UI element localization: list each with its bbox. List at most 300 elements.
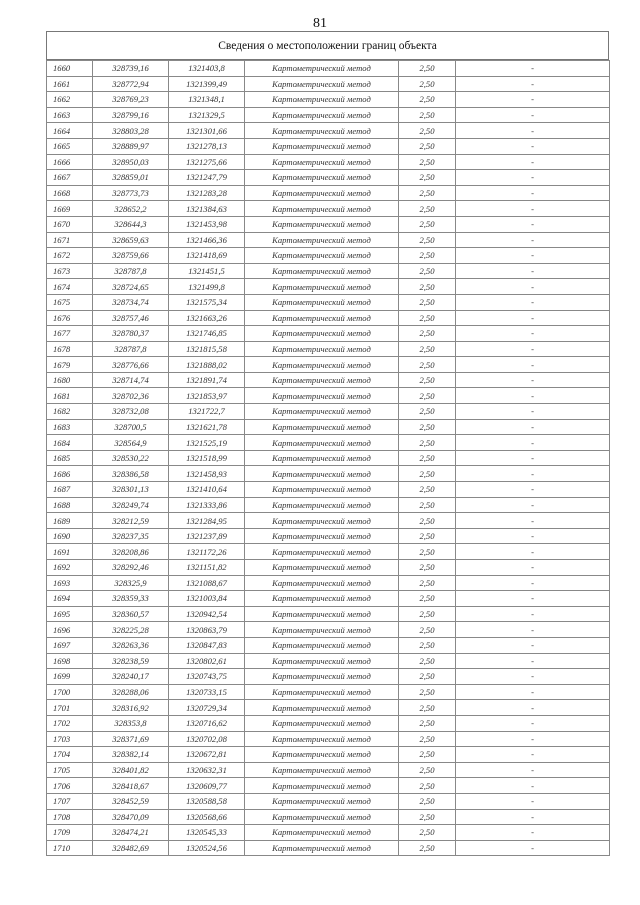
coordinates-table-body: [47, 61, 610, 856]
point-number-cell: 1679: [47, 357, 93, 373]
method-cell: Картометрический метод: [245, 700, 399, 716]
x-coordinate-cell: 328803,28: [93, 123, 169, 139]
table-row: [47, 92, 610, 108]
point-number-cell: 1683: [47, 419, 93, 435]
point-number-cell: 1665: [47, 138, 93, 154]
table-row: [47, 263, 610, 279]
table-row: [47, 76, 610, 92]
table-row: [47, 310, 610, 326]
accuracy-cell: 2,50: [399, 684, 456, 700]
accuracy-cell: 2,50: [399, 263, 456, 279]
y-coordinate-cell: 1321284,95: [169, 513, 245, 529]
x-coordinate-cell: 328889,97: [93, 138, 169, 154]
method-cell: Картометрический метод: [245, 216, 399, 232]
note-cell: -: [456, 450, 610, 466]
method-cell: Картометрический метод: [245, 684, 399, 700]
note-cell: -: [456, 372, 610, 388]
x-coordinate-cell: 328564,9: [93, 435, 169, 451]
method-cell: Картометрический метод: [245, 544, 399, 560]
method-cell: Картометрический метод: [245, 560, 399, 576]
table-row: [47, 560, 610, 576]
note-cell: -: [456, 326, 610, 342]
x-coordinate-cell: 328240,17: [93, 669, 169, 685]
x-coordinate-cell: 328739,16: [93, 61, 169, 77]
y-coordinate-cell: 1321888,02: [169, 357, 245, 373]
accuracy-cell: 2,50: [399, 560, 456, 576]
y-coordinate-cell: 1320863,79: [169, 622, 245, 638]
point-number-cell: 1676: [47, 310, 93, 326]
method-cell: Картометрический метод: [245, 466, 399, 482]
method-cell: Картометрический метод: [245, 591, 399, 607]
x-coordinate-cell: 328212,59: [93, 513, 169, 529]
accuracy-cell: 2,50: [399, 825, 456, 841]
y-coordinate-cell: 1320609,77: [169, 778, 245, 794]
point-number-cell: 1688: [47, 497, 93, 513]
note-cell: -: [456, 216, 610, 232]
method-cell: Картометрический метод: [245, 294, 399, 310]
table-row: [47, 248, 610, 264]
method-cell: Картометрический метод: [245, 825, 399, 841]
accuracy-cell: 2,50: [399, 357, 456, 373]
point-number-cell: 1702: [47, 715, 93, 731]
point-number-cell: 1700: [47, 684, 93, 700]
method-cell: Картометрический метод: [245, 232, 399, 248]
accuracy-cell: 2,50: [399, 170, 456, 186]
accuracy-cell: 2,50: [399, 637, 456, 653]
point-number-cell: 1684: [47, 435, 93, 451]
method-cell: Картометрический метод: [245, 201, 399, 217]
y-coordinate-cell: 1321333,86: [169, 497, 245, 513]
accuracy-cell: 2,50: [399, 778, 456, 794]
accuracy-cell: 2,50: [399, 482, 456, 498]
y-coordinate-cell: 1321151,82: [169, 560, 245, 576]
boundary-coordinates-sheet: [46, 31, 609, 856]
table-row: [47, 715, 610, 731]
method-cell: Картометрический метод: [245, 279, 399, 295]
x-coordinate-cell: 328482,69: [93, 840, 169, 856]
table-row: [47, 404, 610, 420]
y-coordinate-cell: 1321399,49: [169, 76, 245, 92]
note-cell: -: [456, 435, 610, 451]
x-coordinate-cell: 328714,74: [93, 372, 169, 388]
method-cell: Картометрический метод: [245, 513, 399, 529]
accuracy-cell: 2,50: [399, 622, 456, 638]
accuracy-cell: 2,50: [399, 513, 456, 529]
y-coordinate-cell: 1321003,84: [169, 591, 245, 607]
point-number-cell: 1695: [47, 606, 93, 622]
table-row: [47, 107, 610, 123]
point-number-cell: 1669: [47, 201, 93, 217]
table-row: [47, 684, 610, 700]
point-number-cell: 1701: [47, 700, 93, 716]
y-coordinate-cell: 1321575,34: [169, 294, 245, 310]
accuracy-cell: 2,50: [399, 232, 456, 248]
y-coordinate-cell: 1321518,99: [169, 450, 245, 466]
method-cell: Картометрический метод: [245, 669, 399, 685]
y-coordinate-cell: 1320632,31: [169, 762, 245, 778]
method-cell: Картометрический метод: [245, 435, 399, 451]
y-coordinate-cell: 1321746,85: [169, 326, 245, 342]
note-cell: -: [456, 762, 610, 778]
table-row: [47, 762, 610, 778]
x-coordinate-cell: 328237,35: [93, 528, 169, 544]
method-cell: Картометрический метод: [245, 840, 399, 856]
accuracy-cell: 2,50: [399, 154, 456, 170]
point-number-cell: 1710: [47, 840, 93, 856]
point-number-cell: 1664: [47, 123, 93, 139]
method-cell: Картометрический метод: [245, 575, 399, 591]
y-coordinate-cell: 1321458,93: [169, 466, 245, 482]
method-cell: Картометрический метод: [245, 606, 399, 622]
table-row: [47, 809, 610, 825]
x-coordinate-cell: 328644,3: [93, 216, 169, 232]
y-coordinate-cell: 1320802,61: [169, 653, 245, 669]
accuracy-cell: 2,50: [399, 419, 456, 435]
point-number-cell: 1694: [47, 591, 93, 607]
point-number-cell: 1685: [47, 450, 93, 466]
accuracy-cell: 2,50: [399, 201, 456, 217]
method-cell: Картометрический метод: [245, 107, 399, 123]
method-cell: Картометрический метод: [245, 653, 399, 669]
point-number-cell: 1674: [47, 279, 93, 295]
accuracy-cell: 2,50: [399, 575, 456, 591]
point-number-cell: 1663: [47, 107, 93, 123]
accuracy-cell: 2,50: [399, 793, 456, 809]
accuracy-cell: 2,50: [399, 138, 456, 154]
note-cell: -: [456, 404, 610, 420]
x-coordinate-cell: 328530,22: [93, 450, 169, 466]
method-cell: Картометрический метод: [245, 762, 399, 778]
method-cell: Картометрический метод: [245, 450, 399, 466]
note-cell: -: [456, 388, 610, 404]
y-coordinate-cell: 1320729,34: [169, 700, 245, 716]
method-cell: Картометрический метод: [245, 185, 399, 201]
table-row: [47, 778, 610, 794]
x-coordinate-cell: 328249,74: [93, 497, 169, 513]
x-coordinate-cell: 328724,65: [93, 279, 169, 295]
point-number-cell: 1709: [47, 825, 93, 841]
y-coordinate-cell: 1320847,83: [169, 637, 245, 653]
note-cell: -: [456, 61, 610, 77]
note-cell: -: [456, 419, 610, 435]
y-coordinate-cell: 1321384,63: [169, 201, 245, 217]
x-coordinate-cell: 328452,59: [93, 793, 169, 809]
x-coordinate-cell: 328772,94: [93, 76, 169, 92]
point-number-cell: 1707: [47, 793, 93, 809]
x-coordinate-cell: 328787,8: [93, 341, 169, 357]
y-coordinate-cell: 1321722,7: [169, 404, 245, 420]
accuracy-cell: 2,50: [399, 310, 456, 326]
accuracy-cell: 2,50: [399, 466, 456, 482]
x-coordinate-cell: 328238,59: [93, 653, 169, 669]
y-coordinate-cell: 1321301,66: [169, 123, 245, 139]
method-cell: Картометрический метод: [245, 248, 399, 264]
point-number-cell: 1692: [47, 560, 93, 576]
point-number-cell: 1691: [47, 544, 93, 560]
x-coordinate-cell: 328371,69: [93, 731, 169, 747]
point-number-cell: 1660: [47, 61, 93, 77]
table-row: [47, 154, 610, 170]
point-number-cell: 1708: [47, 809, 93, 825]
accuracy-cell: 2,50: [399, 61, 456, 77]
table-row: [47, 326, 610, 342]
method-cell: Картометрический метод: [245, 388, 399, 404]
table-row: [47, 606, 610, 622]
table-row: [47, 528, 610, 544]
note-cell: -: [456, 107, 610, 123]
note-cell: -: [456, 357, 610, 373]
y-coordinate-cell: 1320716,62: [169, 715, 245, 731]
y-coordinate-cell: 1321891,74: [169, 372, 245, 388]
note-cell: -: [456, 731, 610, 747]
table-row: [47, 669, 610, 685]
note-cell: -: [456, 778, 610, 794]
point-number-cell: 1693: [47, 575, 93, 591]
y-coordinate-cell: 1321815,58: [169, 341, 245, 357]
table-row: [47, 341, 610, 357]
accuracy-cell: 2,50: [399, 326, 456, 342]
table-row: [47, 482, 610, 498]
y-coordinate-cell: 1320524,56: [169, 840, 245, 856]
accuracy-cell: 2,50: [399, 669, 456, 685]
table-row: [47, 637, 610, 653]
note-cell: -: [456, 263, 610, 279]
note-cell: -: [456, 715, 610, 731]
x-coordinate-cell: 328732,08: [93, 404, 169, 420]
y-coordinate-cell: 1321451,5: [169, 263, 245, 279]
x-coordinate-cell: 328288,06: [93, 684, 169, 700]
point-number-cell: 1697: [47, 637, 93, 653]
method-cell: Картометрический метод: [245, 419, 399, 435]
point-number-cell: 1671: [47, 232, 93, 248]
accuracy-cell: 2,50: [399, 653, 456, 669]
note-cell: -: [456, 653, 610, 669]
accuracy-cell: 2,50: [399, 528, 456, 544]
y-coordinate-cell: 1320545,33: [169, 825, 245, 841]
note-cell: -: [456, 497, 610, 513]
method-cell: Картометрический метод: [245, 747, 399, 763]
accuracy-cell: 2,50: [399, 216, 456, 232]
table-row: [47, 170, 610, 186]
y-coordinate-cell: 1320568,66: [169, 809, 245, 825]
x-coordinate-cell: 328759,66: [93, 248, 169, 264]
method-cell: Картометрический метод: [245, 138, 399, 154]
y-coordinate-cell: 1321172,26: [169, 544, 245, 560]
x-coordinate-cell: 328360,57: [93, 606, 169, 622]
method-cell: Картометрический метод: [245, 61, 399, 77]
note-cell: -: [456, 123, 610, 139]
point-number-cell: 1678: [47, 341, 93, 357]
table-row: [47, 653, 610, 669]
y-coordinate-cell: 1321237,89: [169, 528, 245, 544]
note-cell: -: [456, 528, 610, 544]
method-cell: Картометрический метод: [245, 92, 399, 108]
method-cell: Картометрический метод: [245, 482, 399, 498]
table-row: [47, 497, 610, 513]
point-number-cell: 1696: [47, 622, 93, 638]
note-cell: -: [456, 482, 610, 498]
note-cell: -: [456, 747, 610, 763]
accuracy-cell: 2,50: [399, 76, 456, 92]
method-cell: Картометрический метод: [245, 170, 399, 186]
note-cell: -: [456, 560, 610, 576]
y-coordinate-cell: 1320743,75: [169, 669, 245, 685]
table-row: [47, 61, 610, 77]
note-cell: -: [456, 840, 610, 856]
note-cell: -: [456, 669, 610, 685]
method-cell: Картометрический метод: [245, 528, 399, 544]
table-row: [47, 513, 610, 529]
method-cell: Картометрический метод: [245, 341, 399, 357]
x-coordinate-cell: 328659,63: [93, 232, 169, 248]
accuracy-cell: 2,50: [399, 606, 456, 622]
page-number: 81: [313, 16, 327, 31]
method-cell: Картометрический метод: [245, 123, 399, 139]
x-coordinate-cell: 328353,8: [93, 715, 169, 731]
x-coordinate-cell: 328950,03: [93, 154, 169, 170]
table-row: [47, 357, 610, 373]
y-coordinate-cell: 1320733,15: [169, 684, 245, 700]
method-cell: Картометрический метод: [245, 154, 399, 170]
y-coordinate-cell: 1321466,36: [169, 232, 245, 248]
y-coordinate-cell: 1321621,78: [169, 419, 245, 435]
note-cell: -: [456, 606, 610, 622]
note-cell: -: [456, 341, 610, 357]
note-cell: -: [456, 637, 610, 653]
method-cell: Картометрический метод: [245, 731, 399, 747]
x-coordinate-cell: 328316,92: [93, 700, 169, 716]
point-number-cell: 1699: [47, 669, 93, 685]
point-number-cell: 1670: [47, 216, 93, 232]
accuracy-cell: 2,50: [399, 544, 456, 560]
y-coordinate-cell: 1321410,64: [169, 482, 245, 498]
point-number-cell: 1689: [47, 513, 93, 529]
point-number-cell: 1672: [47, 248, 93, 264]
point-number-cell: 1675: [47, 294, 93, 310]
point-number-cell: 1661: [47, 76, 93, 92]
y-coordinate-cell: 1321329,5: [169, 107, 245, 123]
y-coordinate-cell: 1321418,69: [169, 248, 245, 264]
point-number-cell: 1687: [47, 482, 93, 498]
note-cell: -: [456, 513, 610, 529]
method-cell: Картометрический метод: [245, 326, 399, 342]
accuracy-cell: 2,50: [399, 450, 456, 466]
x-coordinate-cell: 328292,46: [93, 560, 169, 576]
y-coordinate-cell: 1321247,79: [169, 170, 245, 186]
table-row: [47, 825, 610, 841]
table-row: [47, 185, 610, 201]
y-coordinate-cell: 1321525,19: [169, 435, 245, 451]
x-coordinate-cell: 328780,37: [93, 326, 169, 342]
method-cell: Картометрический метод: [245, 497, 399, 513]
x-coordinate-cell: 328359,33: [93, 591, 169, 607]
accuracy-cell: 2,50: [399, 294, 456, 310]
table-row: [47, 731, 610, 747]
point-number-cell: 1686: [47, 466, 93, 482]
x-coordinate-cell: 328386,58: [93, 466, 169, 482]
table-row: [47, 544, 610, 560]
note-cell: -: [456, 466, 610, 482]
y-coordinate-cell: 1320588,58: [169, 793, 245, 809]
table-row: [47, 700, 610, 716]
y-coordinate-cell: 1321088,67: [169, 575, 245, 591]
x-coordinate-cell: 328225,28: [93, 622, 169, 638]
x-coordinate-cell: 328859,01: [93, 170, 169, 186]
y-coordinate-cell: 1321275,66: [169, 154, 245, 170]
method-cell: Картометрический метод: [245, 715, 399, 731]
note-cell: -: [456, 591, 610, 607]
accuracy-cell: 2,50: [399, 388, 456, 404]
accuracy-cell: 2,50: [399, 185, 456, 201]
note-cell: -: [456, 793, 610, 809]
note-cell: -: [456, 684, 610, 700]
x-coordinate-cell: 328700,5: [93, 419, 169, 435]
point-number-cell: 1673: [47, 263, 93, 279]
y-coordinate-cell: 1320672,81: [169, 747, 245, 763]
method-cell: Картометрический метод: [245, 357, 399, 373]
note-cell: -: [456, 154, 610, 170]
method-cell: Картометрический метод: [245, 809, 399, 825]
table-row: [47, 294, 610, 310]
table-row: [47, 419, 610, 435]
table-row: [47, 201, 610, 217]
coordinates-table: [46, 60, 610, 856]
point-number-cell: 1704: [47, 747, 93, 763]
x-coordinate-cell: 328470,09: [93, 809, 169, 825]
table-row: [47, 279, 610, 295]
point-number-cell: 1666: [47, 154, 93, 170]
point-number-cell: 1677: [47, 326, 93, 342]
accuracy-cell: 2,50: [399, 731, 456, 747]
x-coordinate-cell: 328474,21: [93, 825, 169, 841]
accuracy-cell: 2,50: [399, 341, 456, 357]
x-coordinate-cell: 328773,73: [93, 185, 169, 201]
x-coordinate-cell: 328325,9: [93, 575, 169, 591]
table-row: [47, 840, 610, 856]
accuracy-cell: 2,50: [399, 747, 456, 763]
y-coordinate-cell: 1321853,97: [169, 388, 245, 404]
y-coordinate-cell: 1321453,98: [169, 216, 245, 232]
table-row: [47, 450, 610, 466]
x-coordinate-cell: 328799,16: [93, 107, 169, 123]
note-cell: -: [456, 248, 610, 264]
x-coordinate-cell: 328757,46: [93, 310, 169, 326]
y-coordinate-cell: 1321283,28: [169, 185, 245, 201]
accuracy-cell: 2,50: [399, 123, 456, 139]
note-cell: -: [456, 138, 610, 154]
note-cell: -: [456, 809, 610, 825]
y-coordinate-cell: 1320942,54: [169, 606, 245, 622]
section-title: Сведения о местоположении границ объекта: [46, 31, 609, 60]
table-row: [47, 591, 610, 607]
table-row: [47, 138, 610, 154]
point-number-cell: 1681: [47, 388, 93, 404]
note-cell: -: [456, 310, 610, 326]
accuracy-cell: 2,50: [399, 809, 456, 825]
method-cell: Картометрический метод: [245, 310, 399, 326]
note-cell: -: [456, 279, 610, 295]
method-cell: Картометрический метод: [245, 372, 399, 388]
x-coordinate-cell: 328734,74: [93, 294, 169, 310]
point-number-cell: 1667: [47, 170, 93, 186]
table-row: [47, 575, 610, 591]
table-row: [47, 747, 610, 763]
method-cell: Картометрический метод: [245, 263, 399, 279]
note-cell: -: [456, 622, 610, 638]
method-cell: Картометрический метод: [245, 637, 399, 653]
note-cell: -: [456, 700, 610, 716]
y-coordinate-cell: 1321278,13: [169, 138, 245, 154]
